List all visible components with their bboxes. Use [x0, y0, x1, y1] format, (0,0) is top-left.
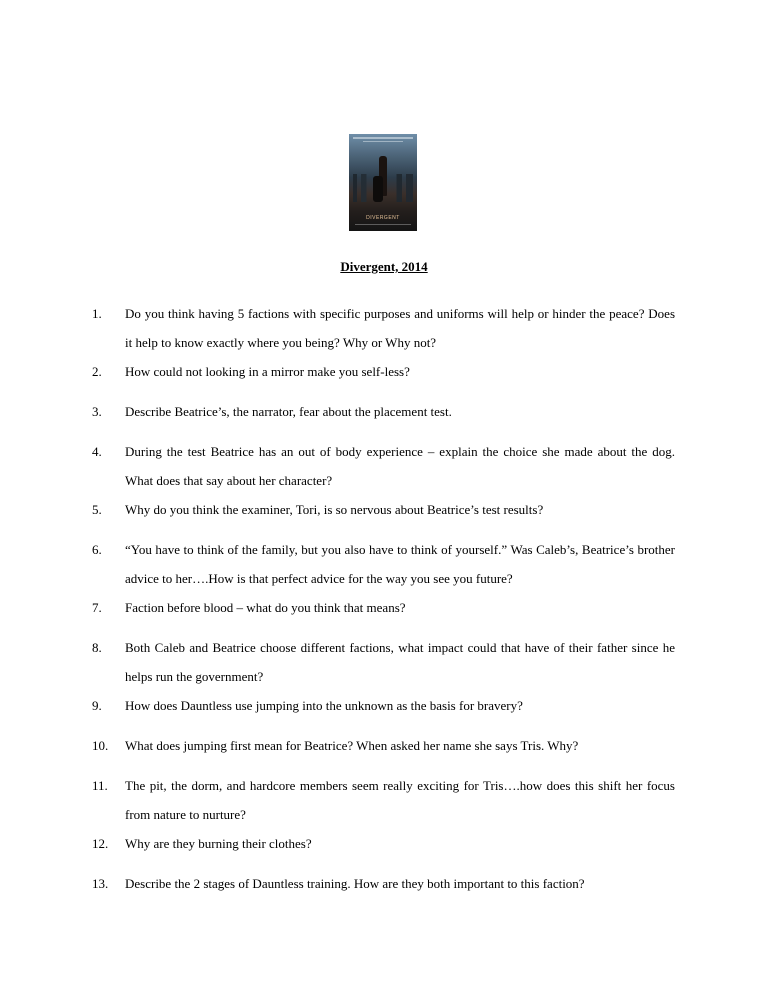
question-text: “You have to think of the family, but you also have to think of yourself.” Was Caleb’s, Beatrice’s brother advice to her….How is that perfect advice for the way you see you future?	[125, 542, 675, 586]
poster-figure	[373, 176, 383, 202]
question-number: 4.	[92, 444, 102, 459]
question-text: Both Caleb and Beatrice choose different factions, what impact could that have of their father since he helps run the government?	[125, 640, 675, 684]
question-item	[92, 698, 675, 738]
question-item	[92, 771, 675, 843]
poster-top-text-line	[353, 137, 413, 139]
question-number: 13.	[92, 876, 109, 891]
question-item	[92, 364, 675, 404]
question-text: What does jumping first mean for Beatrice? When asked her name she says Tris. Why?	[125, 738, 579, 753]
question-text: Why are they burning their clothes?	[125, 836, 312, 851]
question-number: 7.	[92, 600, 102, 615]
question-number: 5.	[92, 502, 102, 517]
question-item	[92, 876, 675, 916]
question-text: How could not looking in a mirror make you self-less?	[125, 364, 410, 379]
document-title: Divergent, 2014	[340, 259, 428, 274]
question-text: Why do you think the examiner, Tori, is so nervous about Beatrice’s test results?	[125, 502, 544, 517]
question-number: 2.	[92, 364, 102, 379]
question-text: Describe Beatrice’s, the narrator, fear about the placement test.	[125, 404, 452, 419]
question-item	[92, 836, 675, 876]
question-item	[92, 633, 675, 705]
movie-poster-image	[349, 134, 417, 231]
question-item	[92, 437, 675, 509]
question-number: 6.	[92, 542, 102, 557]
question-text: Faction before blood – what do you think that means?	[125, 600, 406, 615]
question-number: 1.	[92, 306, 102, 321]
question-number: 11.	[92, 778, 108, 793]
poster-credits-line	[355, 224, 411, 225]
question-list	[92, 306, 675, 916]
poster-title: DIVERGENT	[366, 215, 400, 221]
question-item	[92, 299, 675, 371]
question-text: Describe the 2 stages of Dauntless training. How are they both important to this faction?	[125, 876, 585, 891]
question-number: 12.	[92, 836, 109, 851]
question-text: The pit, the dorm, and hardcore members seem really exciting for Tris….how does this shift her focus from nature to nurture?	[125, 778, 675, 822]
question-text: Do you think having 5 factions with specific purposes and uniforms will help or hinder the peace? Does it help to know exactly where you being? Why or Why not?	[125, 306, 675, 350]
question-number: 10.	[92, 738, 109, 753]
question-item	[92, 535, 675, 607]
question-text: During the test Beatrice has an out of body experience – explain the choice she made about the dog. What does that say about her character?	[125, 444, 675, 488]
question-text: How does Dauntless use jumping into the unknown as the basis for bravery?	[125, 698, 523, 713]
poster-top-text-line	[363, 141, 403, 142]
question-number: 3.	[92, 404, 102, 419]
question-number: 8.	[92, 640, 102, 655]
question-number: 9.	[92, 698, 102, 713]
